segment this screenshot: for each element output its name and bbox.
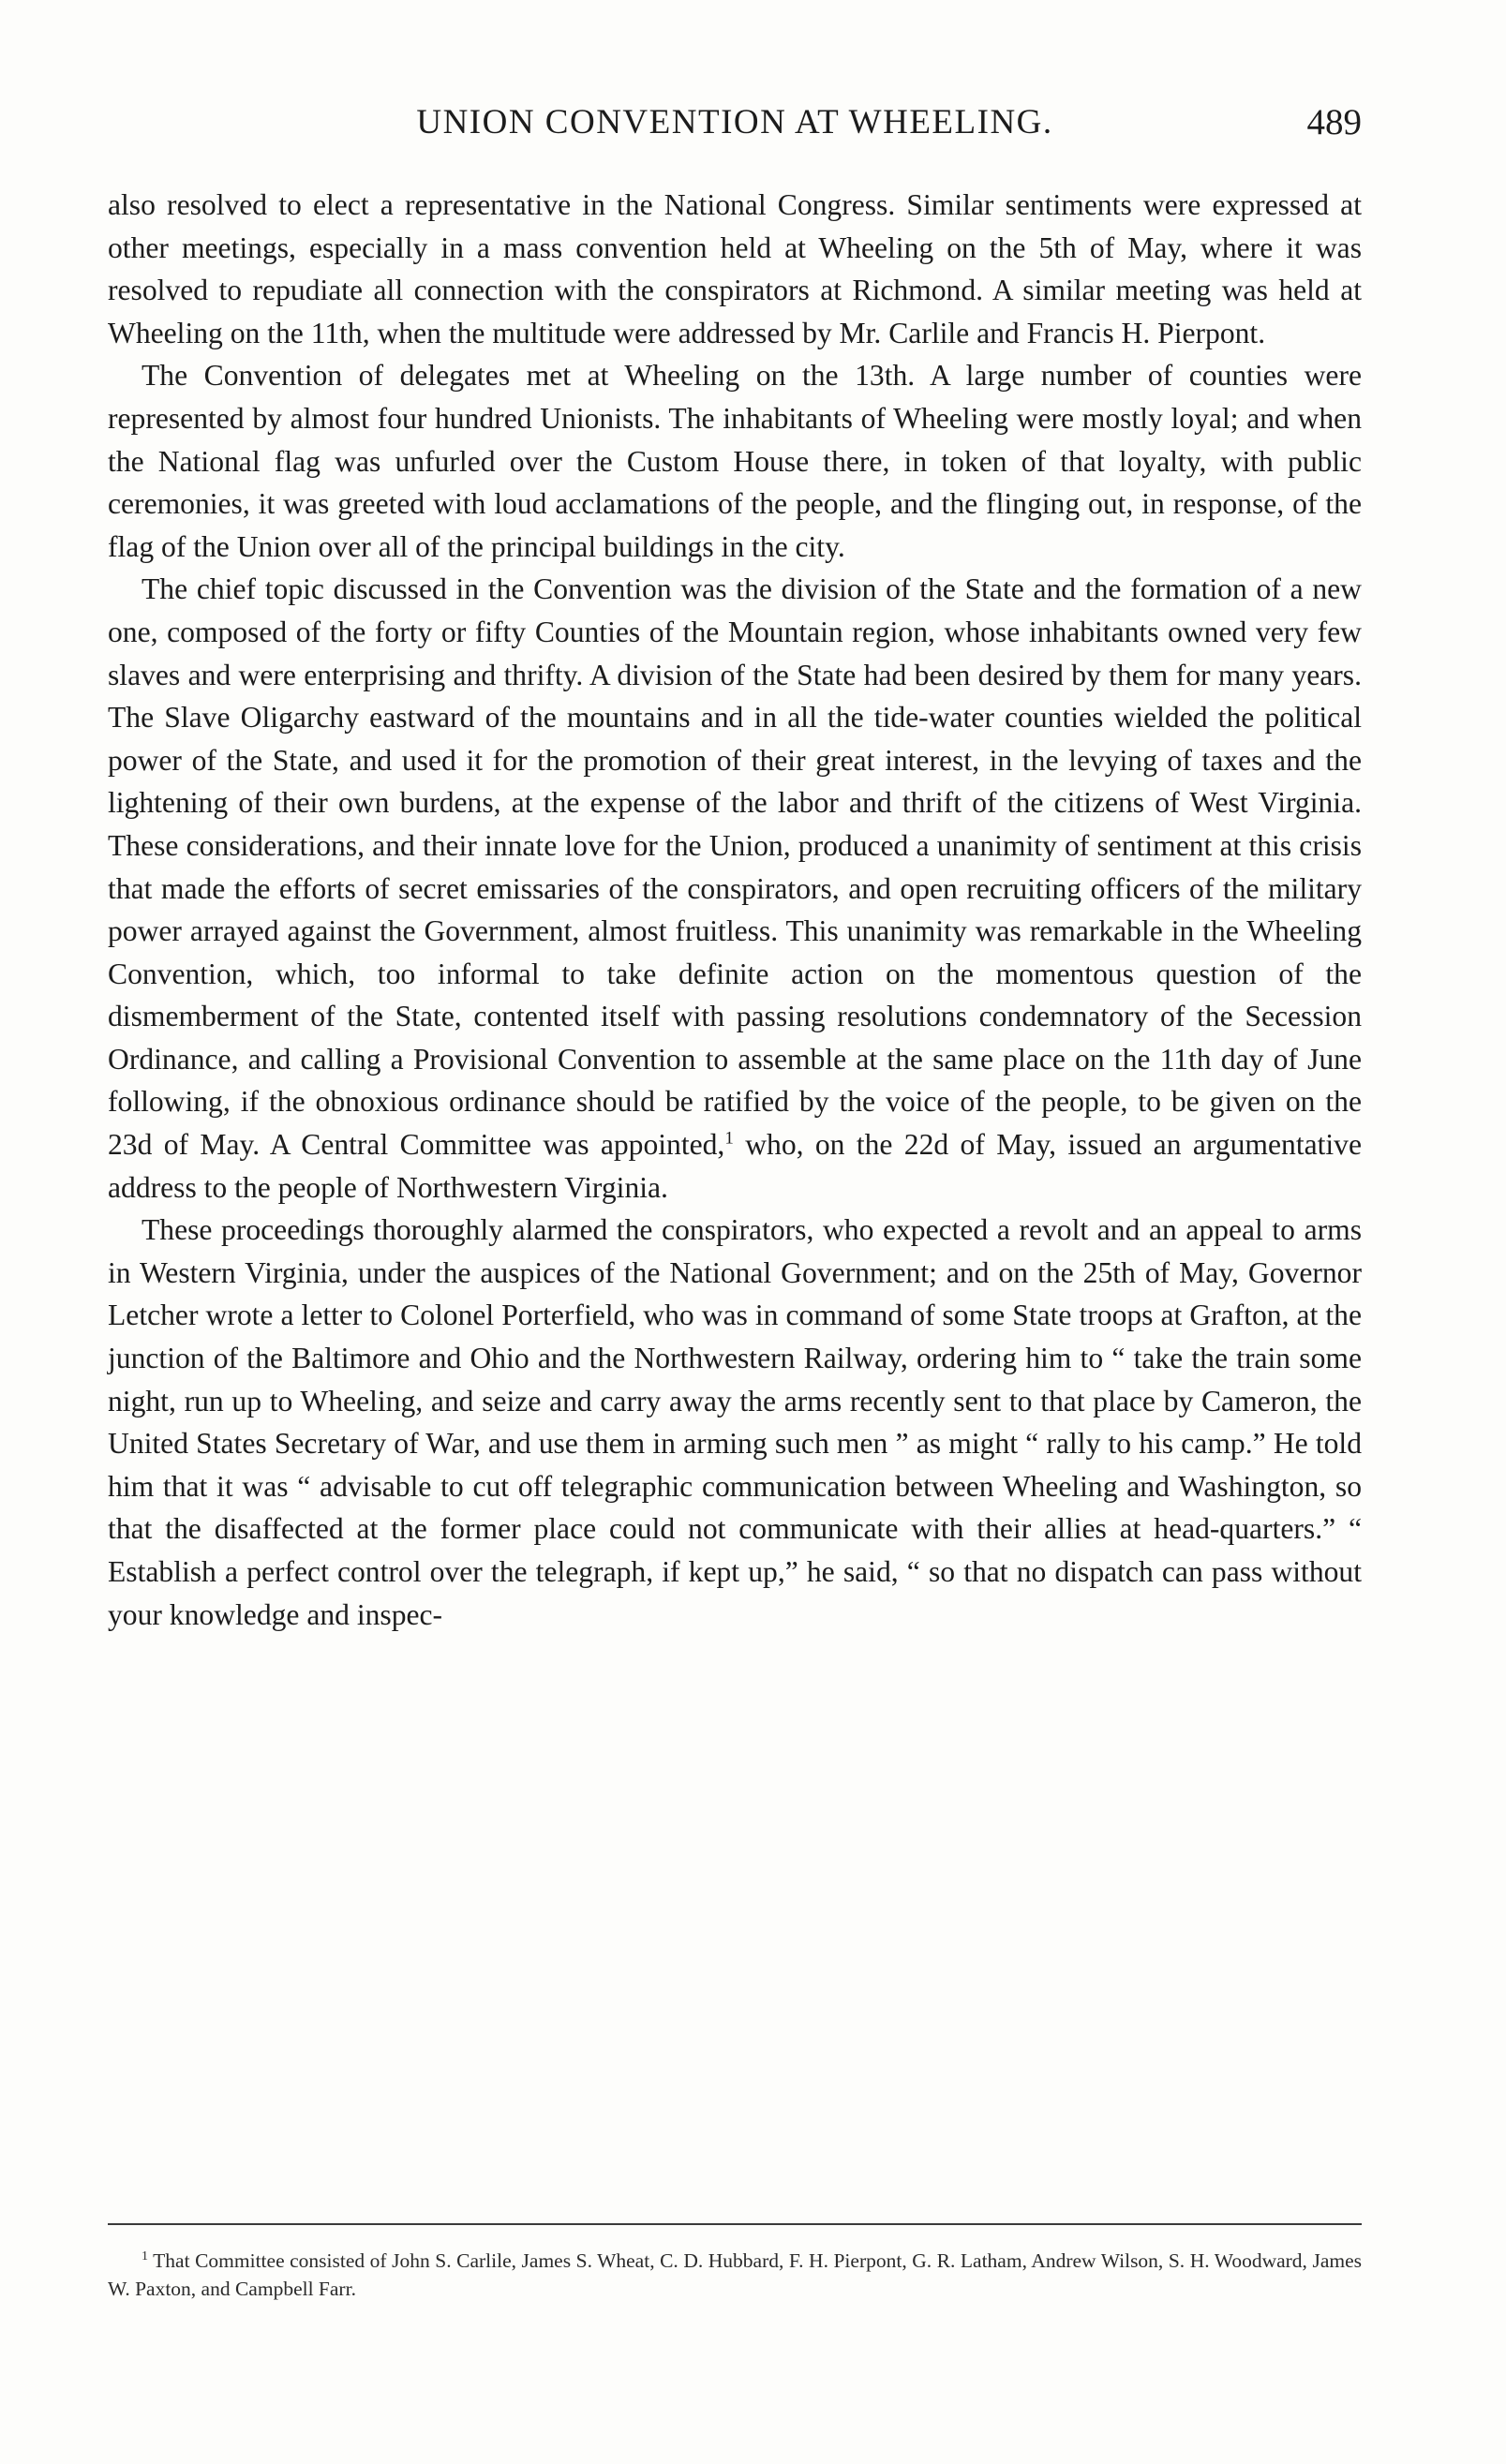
body-text bbox=[108, 184, 1362, 1636]
paragraph-3-text-a: The chief topic discussed in the Convention was the division of the State and the formation of a new one, composed of the forty or fifty Counties of the Mountain region, whose inhabitants owned very few slaves and were enterprising and thrifty. A division of the State had been desired by them for many years. The Slave Oligarchy eastward of the mountains and in all the tide-water counties wielded the political power of the State, and used it for the promotion of their great interest, in the levying of taxes and the lightening of their own burdens, at the expense of the labor and thrift of the citizens of West Virginia. These considerations, and their innate love for the Union, produced a unanimity of sentiment at this crisis that made the efforts of secret emissaries of the conspirators, and open recruiting officers of the military power arrayed against the Government, almost fruitless. This unanimity was remarkable in the Wheeling Convention, which, too informal to take definite action on the momentous question of the dismemberment of the State, contented itself with passing resolutions condemnatory of the Secession Ordinance, and calling a Provisional Convention to assemble at the same place on the 11th day of June following, if the obnoxious ordinance should be ratified by the voice of the people, to be given on the 23d of May. A Central Committee was appointed, bbox=[108, 572, 1362, 1162]
footnote-text: That Committee consisted of John S. Carlile, James S. Wheat, C. D. Hubbard, F. H. Pierpont, G. R. Latham, Andrew Wilson, S. H. Woodward, James W. Paxton, and Campbell Farr. bbox=[108, 2249, 1362, 2300]
paragraph-4: These proceedings thoroughly alarmed the conspirators, who expected a revolt and an appeal to arms in Western Virginia, under the auspices of the National Government; and on the 25th of May, Governor Letcher wrote a letter to Colonel Porterfield, who was in command of some State troops at Grafton, at the junction of the Baltimore and Ohio and the Northwestern Railway, ordering him to “ take the train some night, run up to Wheeling, and seize and carry away the arms recently sent to that place by Cameron, the United States Secretary of War, and use them in arming such men ” as might “ rally to his camp.” He told him that it was “ advisable to cut off telegraphic communication between Wheeling and Washington, so that the disaffected at the former place could not communicate with their allies at head-quarters.” “ Establish a perfect control over the telegraph, if kept up,” he said, “ so that no dispatch can pass without your knowledge and inspec- bbox=[108, 1213, 1362, 1631]
footnote-reference[interactable]: 1 bbox=[724, 1128, 734, 1149]
page-number: 489 bbox=[1306, 102, 1362, 142]
running-head bbox=[108, 101, 1362, 144]
paragraph-1: also resolved to elect a representative in the National Congress. Similar sentiments were expressed at other meetings, especially in a mass convention held at Wheeling on the 5th of May, where it was resolved to repudiate all connection with the conspirators at Richmond. A similar meeting was held at Wheeling on the 11th, when the multitude were addressed by Mr. Carlile and Francis H. Pierpont. bbox=[108, 188, 1362, 349]
running-title: UNION CONVENTION AT WHEELING. bbox=[416, 103, 1053, 141]
paragraph-3-text-b: who, on the 22d of May, issued an argumentative address to the people of Northwestern Virginia. bbox=[108, 1128, 1363, 1204]
paragraph-2: The Convention of delegates met at Wheeling on the 13th. A large number of counties were represented by almost four hundred Unionists. The inhabitants of Wheeling were mostly loyal; and when the National flag was unfurled over the Custom House there, in token of that loyalty, with public ceremonies, it was greeted with loud acclamations of the people, and the flinging out, in response, of the flag of the Union over all of the principal buildings in the city. bbox=[108, 359, 1362, 563]
paragraph-3 bbox=[108, 568, 1362, 1209]
footnote-mark: 1 bbox=[142, 2249, 148, 2264]
footnote bbox=[108, 2247, 1362, 2303]
footnote-divider bbox=[108, 2223, 1362, 2225]
